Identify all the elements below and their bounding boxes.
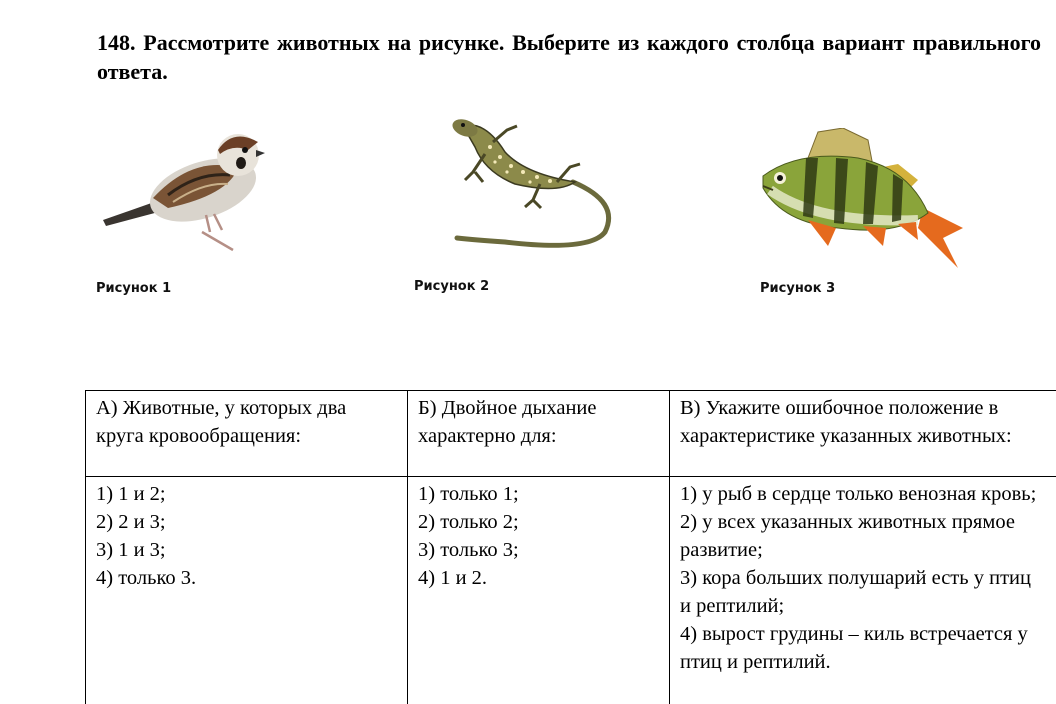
option-b-1: 1) только 1; [418,480,659,508]
option-c-2: 2) у всех указанных животных прямое развитие; [680,508,1046,564]
column-b-header: Б) Двойное дыхание характерно для: [408,391,670,477]
column-a-header: А) Животные, у которых два круга кровообращения: [86,391,408,477]
option-a-1: 1) 1 и 2; [96,480,397,508]
table-options-row [86,477,1056,704]
question-text [97,28,1041,86]
column-a-options [86,477,408,704]
question-number: 148. [97,30,136,55]
column-b-options [408,477,670,704]
option-b-2: 2) только 2; [418,508,659,536]
figure-3-caption: Рисунок 3 [760,281,835,296]
option-c-3: 3) кора больших полушарий есть у птиц и рептилий; [680,564,1046,620]
perch-fish-illustration [758,128,968,268]
column-c-options [670,477,1056,704]
option-a-3: 3) 1 и 3; [96,536,397,564]
option-c-1: 1) у рыб в сердце только венозная кровь; [680,480,1046,508]
question-body: Рассмотрите животных на рисунке. Выберите из каждого столбца вариант правильного ответа. [97,30,1041,84]
table-header-row [86,391,1056,477]
option-b-3: 3) только 3; [418,536,659,564]
column-c-header: В) Укажите ошибочное положение в характеристике указанных животных: [670,391,1056,477]
option-a-2: 2) 2 и 3; [96,508,397,536]
answers-table [85,390,1056,704]
sparrow-illustration [98,120,273,260]
figure-1-caption: Рисунок 1 [96,281,171,296]
option-a-4: 4) только 3. [96,564,397,592]
option-c-4: 4) вырост грудины – киль встречается у птиц и рептилий. [680,620,1046,676]
option-b-4: 4) 1 и 2. [418,564,659,592]
figure-2-caption: Рисунок 2 [414,279,489,294]
lizard-illustration [445,112,620,252]
